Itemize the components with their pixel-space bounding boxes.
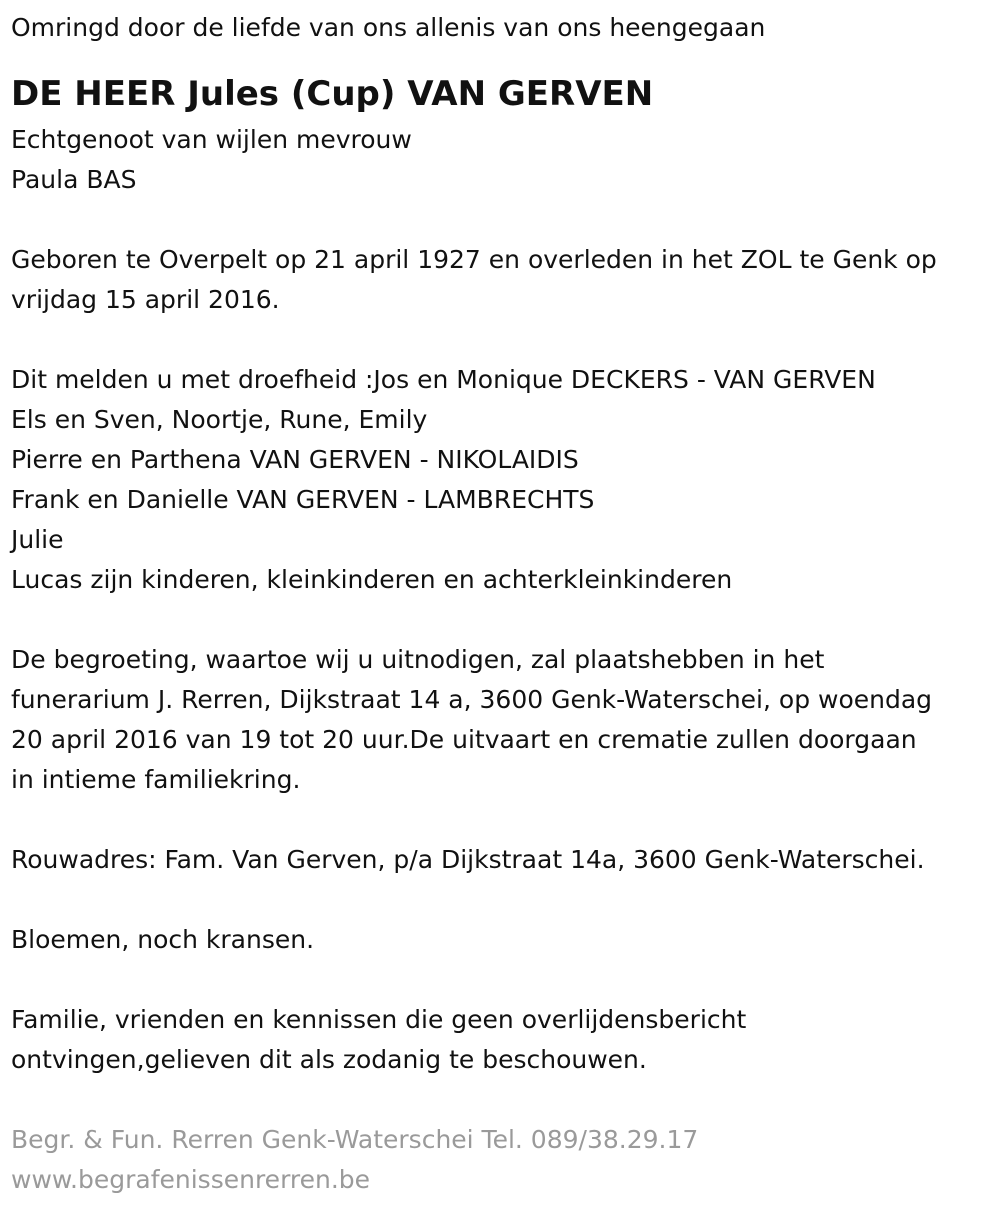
greeting-line: in intieme familiekring. [11, 765, 301, 794]
greeting-line: 20 april 2016 van 19 tot 20 uur.De uitvaart en crematie zullen doorgaan [11, 725, 917, 754]
flowers-note: Bloemen, noch kransen. [11, 925, 315, 954]
greeting-line: funerarium J. Rerren, Dijkstraat 14 a, 3600 Genk-Waterschei, op woendag [11, 685, 933, 714]
funeral-home-website[interactable]: www.begrafenissenrerren.be [11, 1165, 371, 1194]
family-line: Julie [11, 525, 64, 554]
birth-death-line-1: Geboren te Overpelt op 21 april 1927 en overleden in het ZOL te Genk op [11, 245, 937, 274]
spacer [11, 880, 1000, 920]
spacer [11, 200, 1000, 240]
spacer [11, 960, 1000, 1000]
family-line: Els en Sven, Noortje, Rune, Emily [11, 405, 428, 434]
family-line: Pierre en Parthena VAN GERVEN - NIKOLAIDIS [11, 445, 579, 474]
mourning-address: Rouwadres: Fam. Van Gerven, p/a Dijkstraat 14a, 3600 Genk-Waterschei. [11, 845, 925, 874]
family-line: Frank en Danielle VAN GERVEN - LAMBRECHTS [11, 485, 595, 514]
birth-death-line-2: vrijdag 15 april 2016. [11, 285, 280, 314]
spacer [11, 800, 1000, 840]
notice-line-1: Familie, vrienden en kennissen die geen overlijdensbericht [11, 1005, 747, 1034]
spouse-line-1: Echtgenoot van wijlen mevrouw [11, 125, 412, 154]
greeting-line: De begroeting, waartoe wij u uitnodigen, zal plaatshebben in het [11, 645, 825, 674]
deceased-name: DE HEER Jules (Cup) VAN GERVEN [11, 74, 654, 114]
spacer [11, 1080, 1000, 1120]
intro-text: Omringd door de liefde van ons allenis van ons heengegaan [11, 13, 766, 42]
spouse-line-2: Paula BAS [11, 165, 137, 194]
family-line: Dit melden u met droefheid :Jos en Monique DECKERS - VAN GERVEN [11, 365, 876, 394]
spacer [11, 600, 1000, 640]
spacer [11, 320, 1000, 360]
funeral-home-contact: Begr. & Fun. Rerren Genk-Waterschei Tel. 089/38.29.17 [11, 1125, 699, 1154]
family-line: Lucas zijn kinderen, kleinkinderen en achterkleinkinderen [11, 565, 733, 594]
notice-line-2: ontvingen,gelieven dit als zodanig te beschouwen. [11, 1045, 647, 1074]
